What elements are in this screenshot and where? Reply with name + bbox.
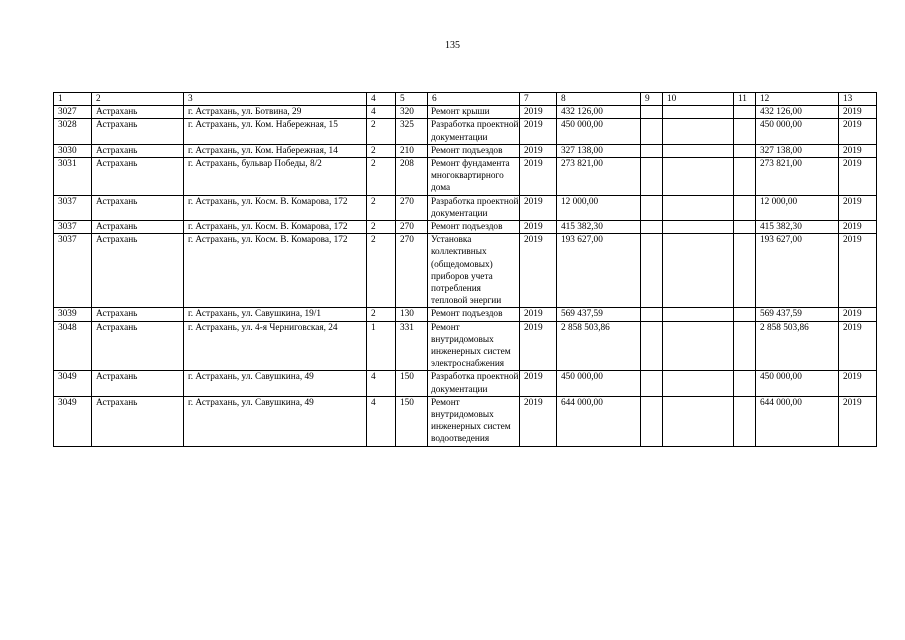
table-cell: 644 000,00 — [756, 396, 839, 446]
table-cell: 12 000,00 — [756, 195, 839, 220]
table-cell — [641, 234, 663, 308]
table-cell — [663, 234, 734, 308]
column-header: 10 — [663, 93, 734, 106]
table-cell: 432 126,00 — [557, 106, 641, 119]
table-cell: 2019 — [839, 119, 877, 144]
table-cell — [663, 221, 734, 234]
table-cell: г. Астрахань, ул. 4-я Черниговская, 24 — [184, 321, 367, 371]
table-cell: 415 382,30 — [557, 221, 641, 234]
table-cell: Ремонт крыши — [428, 106, 520, 119]
table-cell — [641, 144, 663, 157]
table-cell: Разработка проектной документации — [428, 119, 520, 144]
table-cell: 320 — [396, 106, 428, 119]
table-cell: 2019 — [520, 234, 557, 308]
table-cell: 2019 — [839, 158, 877, 196]
table-cell: 2 — [367, 221, 396, 234]
table-cell: 2019 — [520, 396, 557, 446]
table-cell: Астрахань — [92, 396, 184, 446]
table-cell: 2019 — [839, 106, 877, 119]
table-cell — [734, 106, 756, 119]
table-cell: г. Астрахань, ул. Ботвина, 29 — [184, 106, 367, 119]
table-cell: 2019 — [839, 195, 877, 220]
table-cell — [734, 119, 756, 144]
table-cell: 2 — [367, 144, 396, 157]
table-cell: 2019 — [839, 321, 877, 371]
table-row — [54, 234, 877, 308]
table-cell — [641, 308, 663, 321]
table-cell: Ремонт внутридомовых инженерных систем электроснабжения — [428, 321, 520, 371]
table-cell: 270 — [396, 234, 428, 308]
table-cell — [734, 308, 756, 321]
table-cell — [641, 221, 663, 234]
table-cell: 644 000,00 — [557, 396, 641, 446]
table-cell: Астрахань — [92, 195, 184, 220]
table-cell: 2 — [367, 195, 396, 220]
table-cell: 12 000,00 — [557, 195, 641, 220]
table-cell: 2019 — [520, 144, 557, 157]
table-cell: 3048 — [54, 321, 92, 371]
table-cell — [663, 396, 734, 446]
table-cell: 150 — [396, 396, 428, 446]
table-cell: г. Астрахань, ул. Косм. В. Комарова, 172 — [184, 221, 367, 234]
table-cell: г. Астрахань, ул. Косм. В. Комарова, 172 — [184, 234, 367, 308]
table-cell: 2 — [367, 158, 396, 196]
column-header: 13 — [839, 93, 877, 106]
table-cell: 2019 — [520, 321, 557, 371]
table-cell: 325 — [396, 119, 428, 144]
column-header: 11 — [734, 93, 756, 106]
table-cell: Разработка проектной документации — [428, 371, 520, 396]
table-cell: 450 000,00 — [756, 371, 839, 396]
table-cell: 415 382,30 — [756, 221, 839, 234]
table-row — [54, 158, 877, 196]
table-cell — [663, 195, 734, 220]
table-cell: 2019 — [520, 106, 557, 119]
table-cell: 3049 — [54, 371, 92, 396]
table-cell: 2019 — [520, 158, 557, 196]
table-cell: 3037 — [54, 221, 92, 234]
table-cell: Астрахань — [92, 144, 184, 157]
table-cell: 273 821,00 — [756, 158, 839, 196]
table-cell — [641, 371, 663, 396]
table-row — [54, 106, 877, 119]
table-cell — [641, 195, 663, 220]
table-cell: г. Астрахань, ул. Савушкина, 49 — [184, 371, 367, 396]
table-cell — [663, 321, 734, 371]
table-cell: 130 — [396, 308, 428, 321]
table-cell: 2 — [367, 119, 396, 144]
table-cell: 270 — [396, 195, 428, 220]
table-cell: г. Астрахань, ул. Ком. Набережная, 15 — [184, 119, 367, 144]
table-cell — [734, 396, 756, 446]
page-number: 135 — [445, 40, 460, 51]
table-cell: 193 627,00 — [557, 234, 641, 308]
table-cell: Разработка проектной документации — [428, 195, 520, 220]
column-header: 4 — [367, 93, 396, 106]
table-cell: 270 — [396, 221, 428, 234]
column-header: 2 — [92, 93, 184, 106]
table-row — [54, 321, 877, 371]
table-cell: 3027 — [54, 106, 92, 119]
table-cell: Астрахань — [92, 158, 184, 196]
table-cell: г. Астрахань, ул. Ком. Набережная, 14 — [184, 144, 367, 157]
table-cell — [641, 321, 663, 371]
table-row — [54, 221, 877, 234]
table-cell: 210 — [396, 144, 428, 157]
table-cell — [663, 371, 734, 396]
table-cell: 3030 — [54, 144, 92, 157]
table-cell: Астрахань — [92, 321, 184, 371]
table-cell: Астрахань — [92, 119, 184, 144]
table-cell: Астрахань — [92, 234, 184, 308]
table-cell: 4 — [367, 106, 396, 119]
table-cell — [734, 234, 756, 308]
table-cell — [663, 158, 734, 196]
table-cell: 208 — [396, 158, 428, 196]
table-cell: 2 — [367, 308, 396, 321]
table-cell: 2 858 503,86 — [557, 321, 641, 371]
table-cell: 193 627,00 — [756, 234, 839, 308]
table-cell: 3028 — [54, 119, 92, 144]
table-cell: 2019 — [520, 221, 557, 234]
table-cell — [663, 308, 734, 321]
table-cell: 2019 — [839, 396, 877, 446]
table-cell: 273 821,00 — [557, 158, 641, 196]
table-cell — [641, 119, 663, 144]
table-cell: Астрахань — [92, 308, 184, 321]
table-cell: 327 138,00 — [557, 144, 641, 157]
table-cell: 3031 — [54, 158, 92, 196]
table-cell — [641, 396, 663, 446]
table-row — [54, 396, 877, 446]
column-header: 5 — [396, 93, 428, 106]
table-cell — [641, 106, 663, 119]
column-header: 3 — [184, 93, 367, 106]
table-row — [54, 119, 877, 144]
table-cell: Астрахань — [92, 106, 184, 119]
table-row — [54, 371, 877, 396]
column-header: 6 — [428, 93, 520, 106]
table-cell: Ремонт подъездов — [428, 221, 520, 234]
table-cell: 2019 — [839, 308, 877, 321]
table-cell: 450 000,00 — [756, 119, 839, 144]
table-row — [54, 144, 877, 157]
table-cell: 569 437,59 — [756, 308, 839, 321]
table-cell: Ремонт фундамента многоквартирного дома — [428, 158, 520, 196]
table-cell: 2019 — [520, 119, 557, 144]
table-cell: 4 — [367, 396, 396, 446]
table-cell: 1 — [367, 321, 396, 371]
column-header: 1 — [54, 93, 92, 106]
column-header: 8 — [557, 93, 641, 106]
table-cell: 2 858 503,86 — [756, 321, 839, 371]
table-cell: 4 — [367, 371, 396, 396]
table-header-row — [54, 93, 877, 106]
table-cell: 2019 — [839, 221, 877, 234]
registry-table — [53, 92, 877, 447]
table-cell: 2019 — [520, 308, 557, 321]
table-cell: 2019 — [839, 371, 877, 396]
table-cell: г. Астрахань, ул. Косм. В. Комарова, 172 — [184, 195, 367, 220]
table-cell: 2019 — [520, 195, 557, 220]
table-cell — [641, 158, 663, 196]
table-cell — [663, 106, 734, 119]
table-cell: 2019 — [839, 144, 877, 157]
table-cell — [734, 371, 756, 396]
column-header: 12 — [756, 93, 839, 106]
table-cell: 3039 — [54, 308, 92, 321]
table-cell: 569 437,59 — [557, 308, 641, 321]
table-cell — [734, 321, 756, 371]
table-cell — [663, 119, 734, 144]
table-cell: 450 000,00 — [557, 119, 641, 144]
table-cell — [734, 158, 756, 196]
table-cell: 432 126,00 — [756, 106, 839, 119]
table-row — [54, 308, 877, 321]
table-cell: 327 138,00 — [756, 144, 839, 157]
table-cell: Установка коллективных (общедомовых) приборов учета потребления тепловой энергии — [428, 234, 520, 308]
table-cell: Ремонт внутридомовых инженерных систем водоотведения — [428, 396, 520, 446]
table-cell: Ремонт подъездов — [428, 144, 520, 157]
table-cell: 150 — [396, 371, 428, 396]
table-cell: Астрахань — [92, 221, 184, 234]
column-header: 7 — [520, 93, 557, 106]
table-cell: 450 000,00 — [557, 371, 641, 396]
table-cell: 331 — [396, 321, 428, 371]
table-cell: Астрахань — [92, 371, 184, 396]
column-header: 9 — [641, 93, 663, 106]
table-cell: г. Астрахань, бульвар Победы, 8/2 — [184, 158, 367, 196]
table-cell — [734, 144, 756, 157]
table-cell: Ремонт подъездов — [428, 308, 520, 321]
table-cell: 3049 — [54, 396, 92, 446]
table-cell — [663, 144, 734, 157]
table-cell: 2 — [367, 234, 396, 308]
table-cell: 3037 — [54, 234, 92, 308]
table-cell: г. Астрахань, ул. Савушкина, 49 — [184, 396, 367, 446]
table-cell: 2019 — [839, 234, 877, 308]
table-row — [54, 195, 877, 220]
table-cell — [734, 195, 756, 220]
table-cell — [734, 221, 756, 234]
table-cell: 3037 — [54, 195, 92, 220]
table-cell: г. Астрахань, ул. Савушкина, 19/1 — [184, 308, 367, 321]
table-cell: 2019 — [520, 371, 557, 396]
